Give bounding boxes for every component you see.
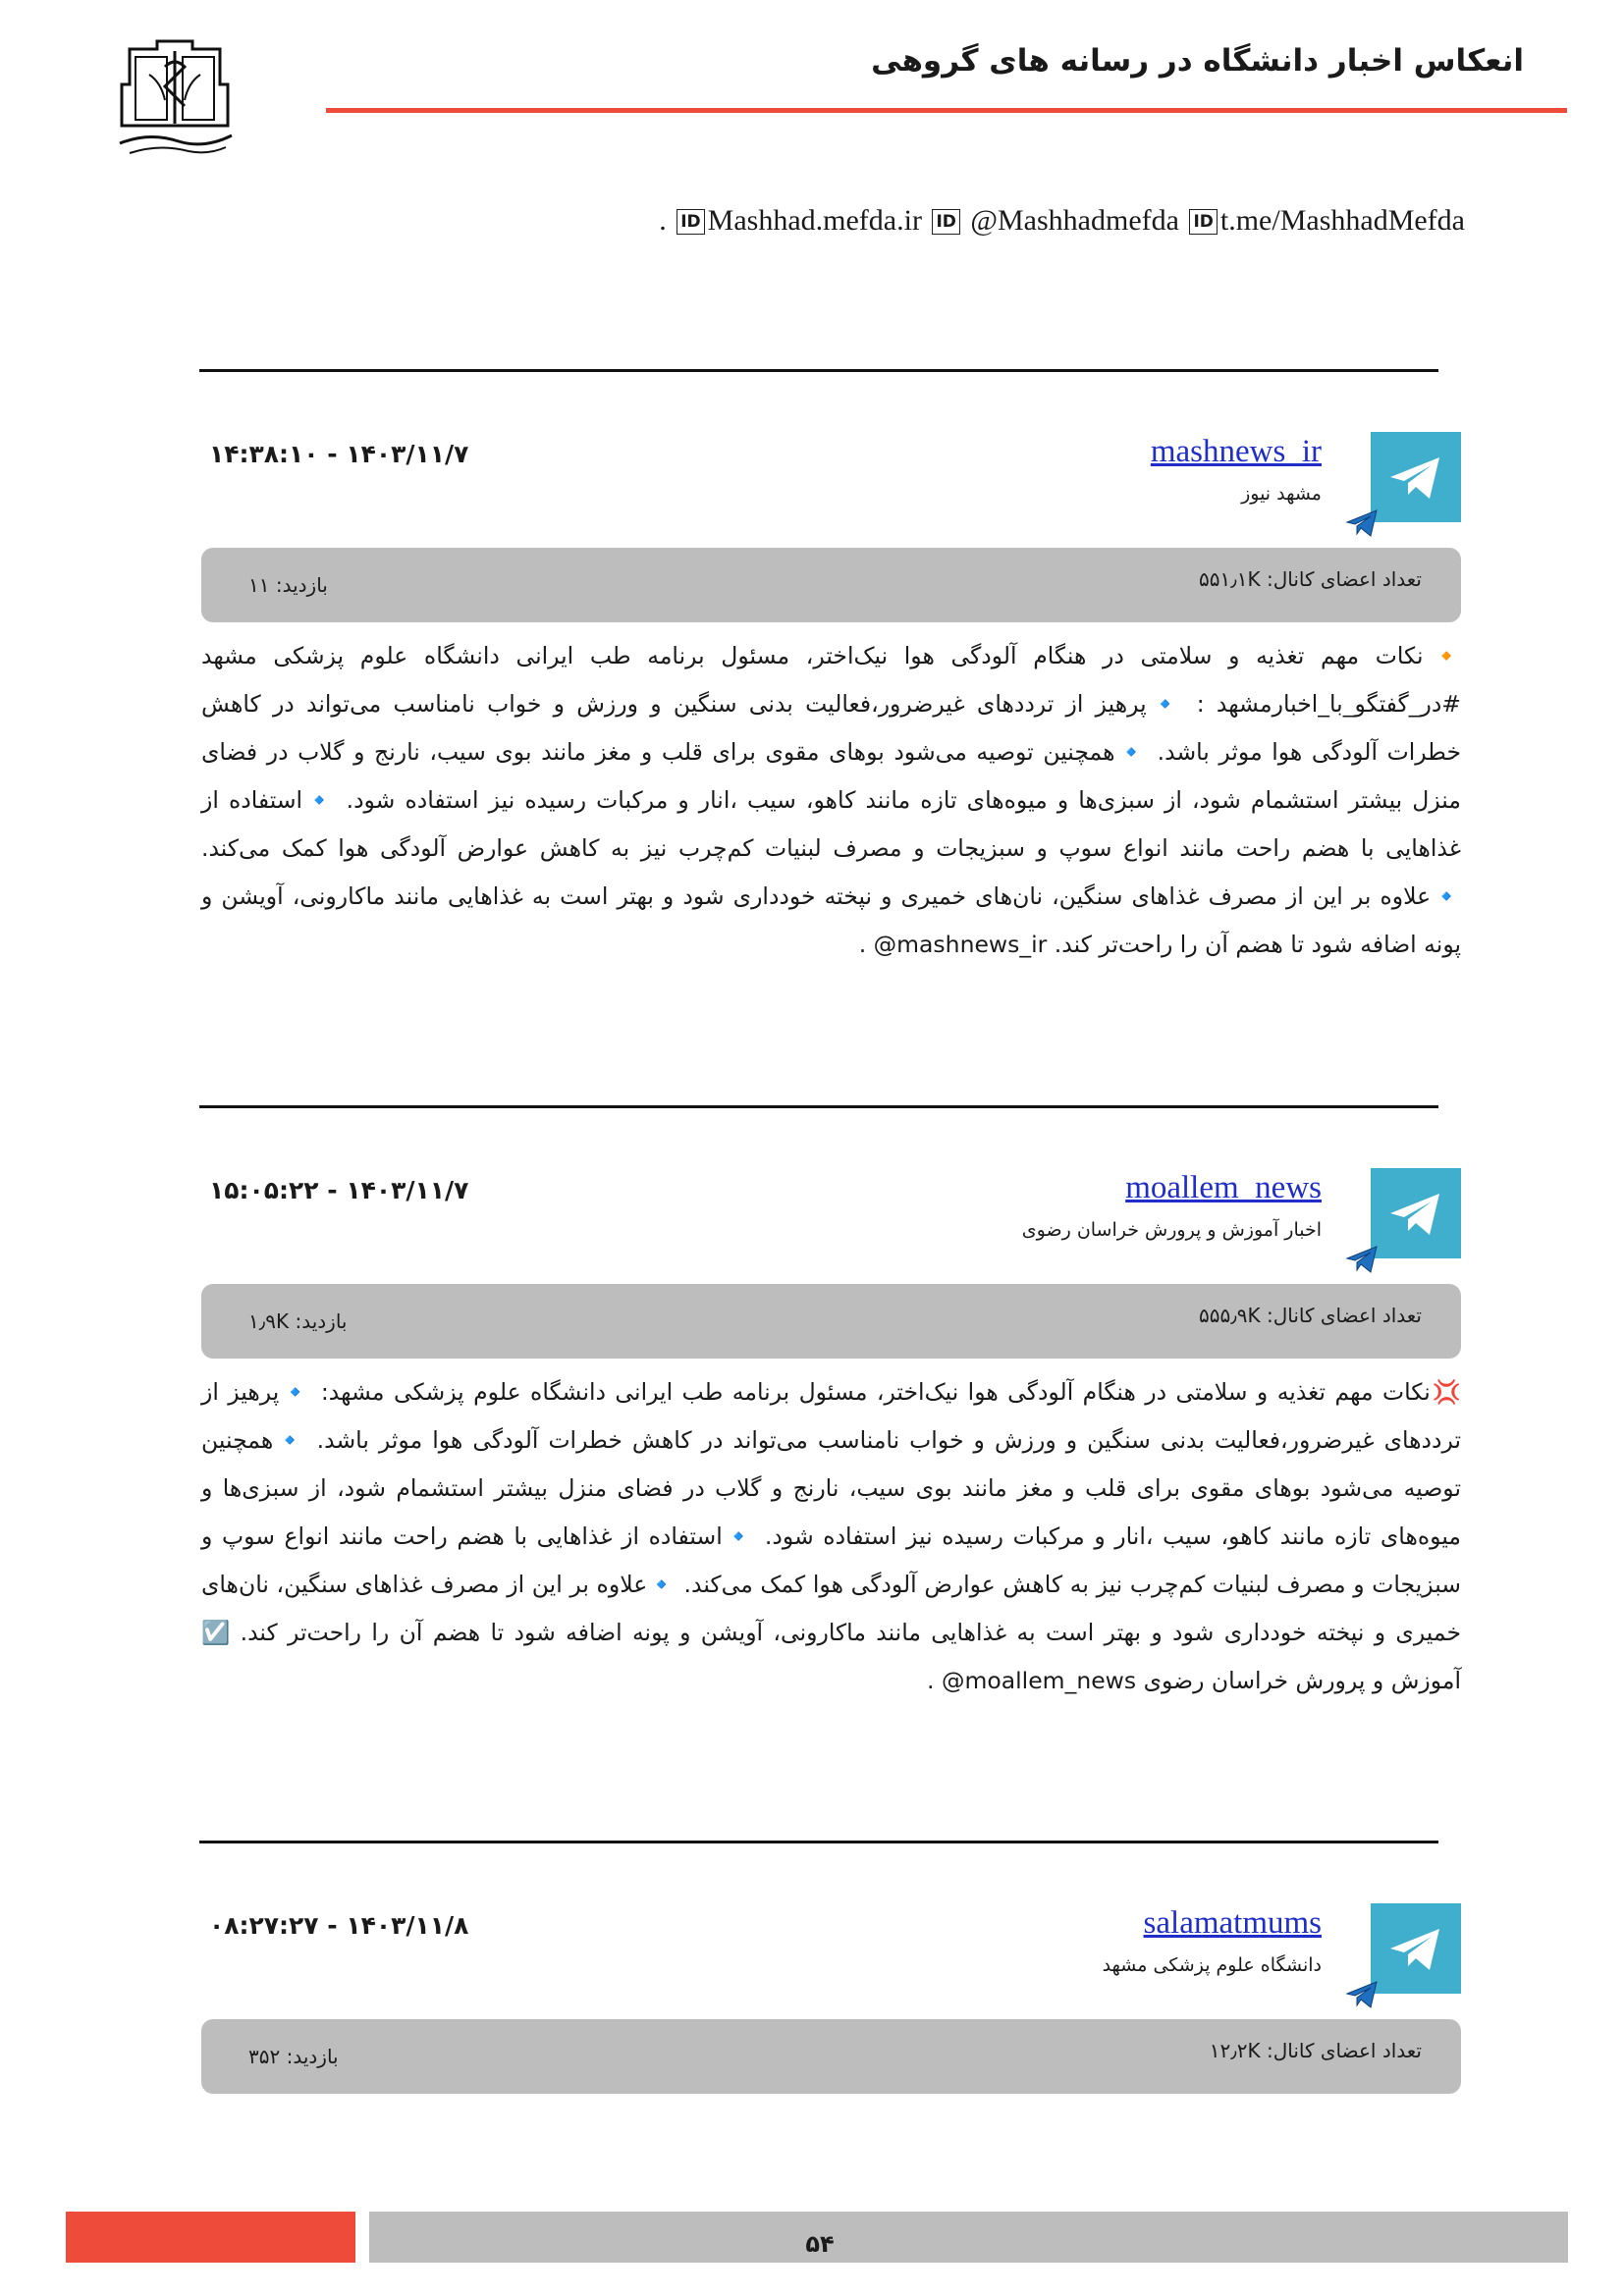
post-divider [199,1105,1438,1108]
telegram-small-icon [1345,1978,1379,2011]
post-body: 🔸نکات مهم تغذیه و سلامتی در هنگام آلودگی هوا نیک‌اختر، مسئول برنامه طب ایرانی دانشگاه علوم پزشکی مشهد #در_گفتگو_با_اخبارمشهد : 🔹پرهیز از ترددهای غیرضرور،فعالیت بدنی سنگین و ورزش و خواب نامناسب می‌تواند در کاهش خطرات آلودگی هوا موثر باشد. 🔹همچنین توصیه می‌شود بوهای مقوی برای قلب و مغز مانند بوی سیب، نارنج و گلاب در فضای منزل بیشتر استشمام شود، از سبزی‌ها و میوه‌های تازه مانند کاهو، سیب ،انار و مرکبات رسیده نیز استفاده شود. 🔹استفاده از غذاهایی با هضم راحت مانند انواع سوپ و سبزیجات و مصرف لبنیات کم‌چرب نیز به کاهش عوارض آلودگی هوا کمک می‌کند. 🔹علاوه بر این از مصرف غذاهای سنگین، نان‌های خمیری و نپخته خودداری شود و بهتر است به غذاهایی مانند ماکارونی، آویشن و پونه اضافه شود تا هضم آن را راحت‌تر کند. ‎@mashnews_ir‎ . [201,642,1461,958]
channel-name[interactable]: salamatmums [1143,1905,1322,1941]
post-timestamp: ۱۴:۳۸:۱۰ - ۱۴۰۳/۱۱/۷ [209,440,469,468]
news-post [199,1841,1461,2106]
channel-members: تعداد اعضای کانال: ۵۵۱٫۱K [1199,567,1422,591]
stats-bar [201,548,1461,622]
page-number: ۵۴ [805,2230,835,2258]
post-body: 💢نکات مهم تغذیه و سلامتی در هنگام آلودگی هوا نیک‌اختر، مسئول برنامه طب ایرانی دانشگاه علوم پزشکی مشهد: 🔹پرهیز از ترددهای غیرضرور،فعالیت بدنی سنگین و ورزش و خواب نامناسب می‌تواند در کاهش خطرات آلودگی هوا موثر باشد. 🔹همچنین توصیه می‌شود بوهای مقوی برای قلب و مغز مانند بوی سیب، نارنج و گلاب در فضای منزل بیشتر استشمام شود، از سبزی‌ها و میوه‌های تازه مانند کاهو، سیب ،انار و مرکبات رسیده نیز استفاده شود. 🔹استفاده از غذاهایی با هضم راحت مانند انواع سوپ و سبزیجات و مصرف لبنیات کم‌چرب نیز به کاهش عوارض آلودگی هوا کمک می‌کند. 🔹علاوه بر این از مصرف غذاهای سنگین، نان‌های خمیری و نپخته خودداری شود و بهتر است به غذاهایی مانند ماکارونی، آویشن و پونه اضافه شود تا هضم آن را راحت‌تر کند. ☑️ آموزش و پرورش خراسان رضوی ‎@moallem_news‎ . [201,1378,1461,1694]
id-icon: ID [677,209,704,235]
channel-members: تعداد اعضای کانال: ۵۵۵٫۹K [1199,1304,1422,1327]
stats-bar [201,1284,1461,1359]
source-link-handle[interactable]: @Mashhadmefda [970,204,1179,237]
news-post [199,369,1461,997]
channel-name[interactable]: mashnews_ir [1150,434,1322,469]
header-rule [326,108,1567,113]
university-logo-icon [110,37,240,163]
telegram-icon [1371,432,1461,522]
channel-description: دانشگاه علوم پزشکی مشهد [1102,1954,1322,1976]
channel-members: تعداد اعضای کانال: ۱۲٫۲K [1209,2039,1422,2062]
source-link-website[interactable]: Mashhad.mefda.ir [707,204,922,237]
channel-description: مشهد نیوز [1241,483,1322,505]
post-timestamp: ۱۵:۰۵:۲۲ - ۱۴۰۳/۱۱/۷ [209,1176,469,1204]
post-views: بازدید: ۱٫۹K [248,1309,348,1333]
post-divider [199,369,1438,372]
post-timestamp: ۰۸:۲۷:۲۷ - ۱۴۰۳/۱۱/۸ [209,1911,469,1940]
channel-description: اخبار آموزش و پرورش خراسان رضوی [1021,1219,1322,1241]
id-icon: ID [1189,209,1217,235]
source-link-prefix: . [659,204,667,237]
header-title: انعکاس اخبار دانشگاه در رسانه های گروهی [871,43,1524,79]
post-divider [199,1841,1438,1843]
source-links [659,204,1465,238]
post-views: بازدید: ۳۵۲ [248,2045,339,2068]
telegram-icon [1371,1168,1461,1258]
telegram-icon [1371,1903,1461,1994]
post-views: بازدید: ۱۱ [248,573,328,597]
footer-accent-bar [66,2212,355,2263]
stats-bar [201,2019,1461,2094]
page-header [0,0,1624,147]
telegram-small-icon [1345,1243,1379,1276]
news-post [199,1105,1461,1734]
id-icon: ID [932,209,959,235]
channel-name[interactable]: moallem_news [1125,1170,1322,1205]
telegram-small-icon [1345,507,1379,540]
footer-bar [369,2212,1568,2263]
source-link-telegram[interactable]: t.me/MashhadMefda [1219,204,1465,237]
